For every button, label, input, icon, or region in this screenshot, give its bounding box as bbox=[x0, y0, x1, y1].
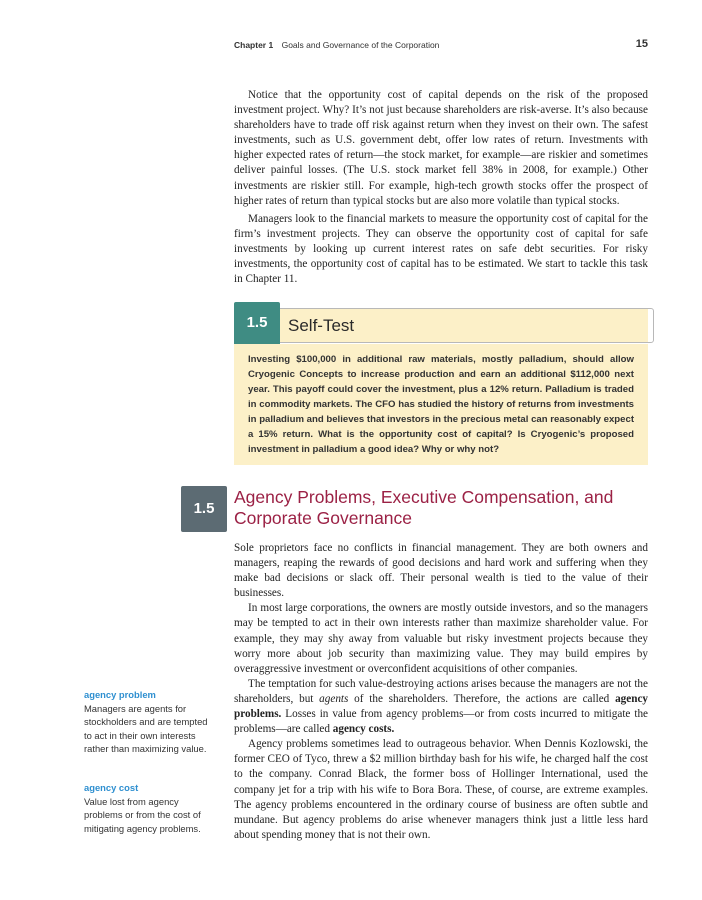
section-paragraph-4: Agency problems sometimes lead to outrageous behavior. When Dennis Kozlowski, the former CEO of Tyco, threw a $2 million birthday bash for his wife, he charged half the cost to the company. Conrad Black, the former boss of Hollinger International, used the company jet for a trip with his wife to Bora Bora. These, of course, are extreme examples. The agency problems encountered in the ordinary course of business are often subtle and mundane. But agency problems do arise whenever managers think just a little less hard about spending money that is not their own. bbox=[234, 738, 648, 841]
section-body bbox=[234, 541, 648, 843]
margin-note-agency-cost bbox=[84, 781, 214, 835]
p3-text-a: The temptation for such value-destroying actions arises because the managers are not the shareholders, but bbox=[234, 677, 648, 705]
self-test-number-badge: 1.5 bbox=[234, 302, 280, 348]
self-test-title: Self-Test bbox=[288, 316, 355, 335]
margin-note-agency-problem bbox=[84, 688, 214, 756]
self-test-box bbox=[234, 308, 654, 468]
section-number-badge: 1.5 bbox=[181, 486, 227, 532]
margin-definition: Managers are agents for stockholders and are tempted to act in their own interests rather than maximizing value. bbox=[84, 702, 208, 754]
running-header bbox=[234, 40, 648, 56]
key-term-agency-problems: agency problems. bbox=[234, 692, 648, 721]
p3-agents-italic: agents bbox=[319, 692, 349, 705]
intro-paragraph-2-text: Managers look to the financial markets to measure the opportunity cost of capital for the firm’s investment projects. They can observe the opportunity cost of capital for safe investments by looking up current interest rates on safe debt securities. For risky investments, the opportunity cost of capital has to be estimated. We start to tackle this task in Chapter 11. bbox=[234, 213, 648, 286]
intro-paragraph-1-text: Notice that the opportunity cost of capital depends on the risk of the proposed investment project. Why? It’s not just because shareholders are risk-averse. It’s also because shareholders have to trade off risk against return when they invest on their own. The safest investments, such as U.S. government debt, offer low rates of return. Investments with higher expected rates of return—the stock market, for example—are riskier and sometimes deliver painful losses. (The U.S. stock market fell 38% in 2008, for example.) Other investments are riskier still. For example, high-tech growth stocks offer the prospect of higher rates of return than typical stocks but are also more volatile than typical stocks. bbox=[234, 89, 648, 207]
section-paragraph-1: Sole proprietors face no conflicts in financial management. They are both owners and managers, reaping the rewards of good decisions and hard work and suffering when they make bad decisions or slack off. Their personal wealth is tied to the value of their businesses. bbox=[234, 542, 648, 600]
p3-text-c: Losses in value from agency problems—or from costs incurred to mitigate the problems—are called bbox=[234, 708, 648, 736]
section-paragraph-3 bbox=[234, 677, 648, 737]
self-test-header bbox=[280, 309, 648, 342]
intro-paragraph-2 bbox=[234, 212, 648, 287]
self-test-body bbox=[234, 344, 648, 465]
self-test-question: Investing $100,000 in additional raw materials, mostly palladium, should allow Cryogenic Concepts to increase production and earn an additional $112,000 next year. This payoff could cover the investment, plus a 12% return. Palladium is traded in commodity markets. The CFO has studied the history of returns from investments in palladium and believes that investors in the precious metal can reasonably expect a 15% return. What is the opportunity cost of capital? Is Cryogenic’s proposed investment in palladium a good idea? Why or why not? bbox=[248, 354, 635, 455]
chapter-label: Chapter 1 bbox=[234, 40, 274, 50]
section-paragraph-2: In most large corporations, the owners are mostly outside investors, and so the managers may be tempted to act in their own interests rather than maximize shareholder value. For example, they may shy away from valuable but risky investment projects because they worry more about job security than maximizing value. They may build empires by overaggressive investment or overconfident acquisitions of other companies. bbox=[234, 602, 648, 675]
chapter-title: Goals and Governance of the Corporation bbox=[281, 40, 440, 50]
margin-term: agency problem bbox=[84, 689, 156, 700]
margin-definition: Value lost from agency problems or from the cost of mitigating agency problems. bbox=[84, 795, 201, 834]
key-term-agency-costs: agency costs. bbox=[332, 723, 395, 736]
intro-paragraph-1 bbox=[234, 88, 648, 209]
margin-term: agency cost bbox=[84, 782, 139, 793]
p3-text-b: of the shareholders. Therefore, the actions are called bbox=[348, 692, 616, 705]
section-title: Agency Problems, Executive Compensation, and Corporate Governance bbox=[234, 487, 614, 528]
page-number: 15 bbox=[635, 38, 648, 50]
